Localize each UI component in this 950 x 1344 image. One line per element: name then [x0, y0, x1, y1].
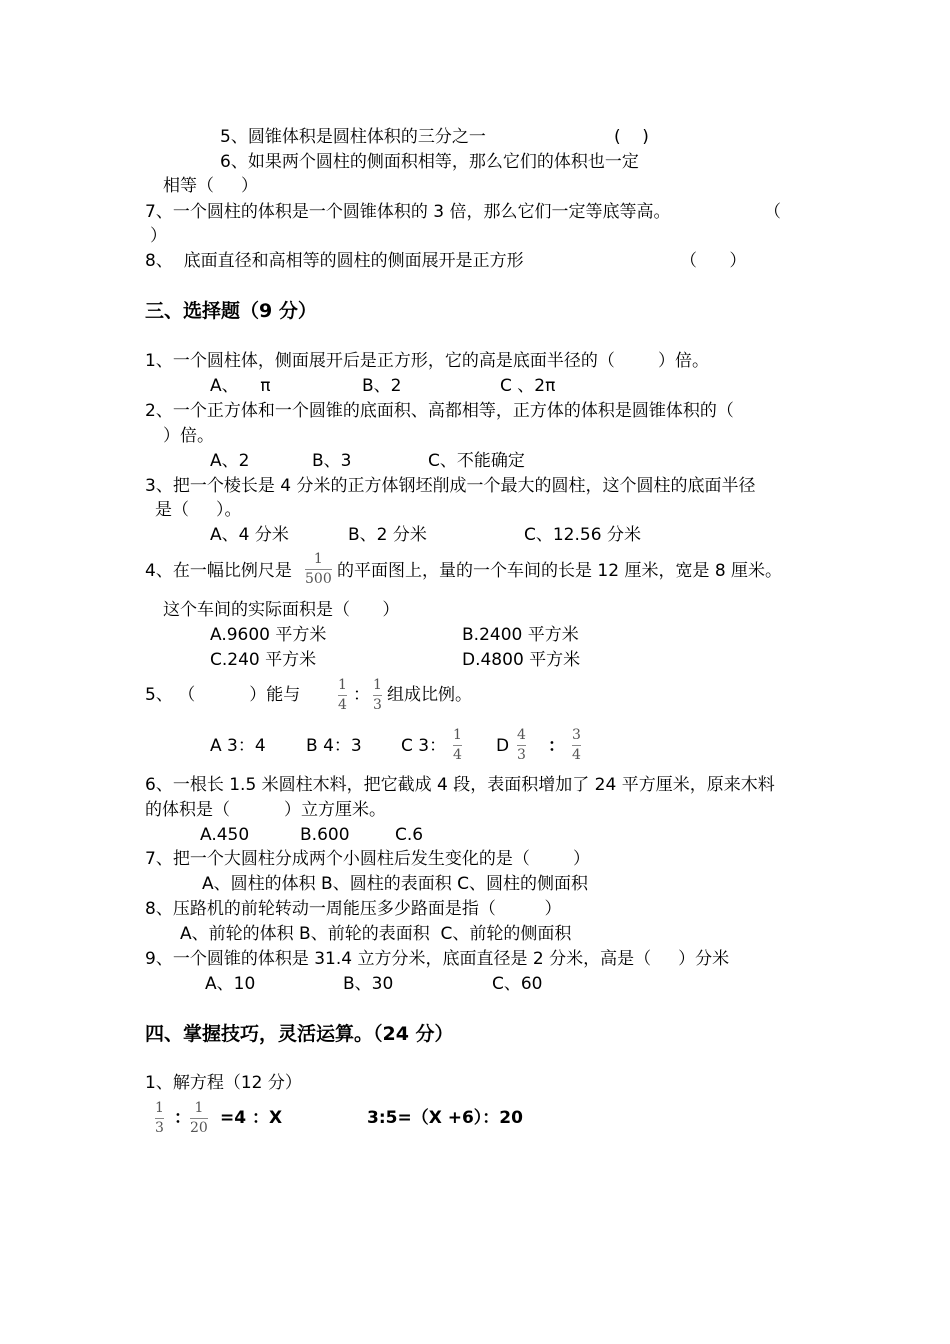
fraction-denominator: 3: [373, 697, 382, 713]
s3-q2-option-a: A、2: [210, 451, 250, 471]
judgement-q6-line1: 6、如果两个圆柱的侧面积相等，那么它们的体积也一定: [220, 152, 639, 172]
equation-2: 3:5=（X +6）：20: [367, 1108, 523, 1128]
s3-q1-option-c: C 、2π: [500, 376, 556, 396]
s3-q5-option-b: B 4：3: [306, 736, 362, 756]
q5-fraction-1: [338, 677, 347, 713]
scale-fraction: [305, 551, 332, 587]
fraction-bar: [155, 1118, 164, 1119]
judgement-q7-line2: ）: [150, 226, 167, 246]
s3-q8-options: A、前轮的体积 B、前轮的表面积 C、前轮的侧面积: [180, 924, 572, 944]
s3-q3-option-c: C、12.56 分米: [524, 525, 641, 545]
s3-q8: 8、压路机的前轮转动一周能压多少路面是指（ ）: [145, 899, 562, 919]
s3-q4-suffix: 的平面图上，量的一个车间的长是 12 厘米，宽是 8 厘米。: [337, 561, 783, 581]
fraction-denominator: 500: [305, 571, 332, 587]
s3-q5-option-c-prefix: C 3：: [401, 736, 447, 756]
s3-q2-line2: ）倍。: [163, 426, 214, 446]
fraction-numerator: 3: [572, 727, 581, 743]
fraction-denominator: 3: [155, 1120, 164, 1136]
s3-q4-line2: 这个车间的实际面积是（ ）: [163, 600, 400, 620]
s3-q6-option-a: A.450: [200, 825, 250, 845]
s3-q5-option-a: A 3：4: [210, 736, 266, 756]
s3-q5-option-d-prefix: D: [496, 736, 510, 756]
judgement-q7-line1: 7、一个圆柱的体积是一个圆锥体积的 3 倍，那么它们一定等底等高。: [145, 202, 671, 222]
fraction-denominator: 20: [190, 1120, 208, 1136]
fraction-bar: [517, 745, 526, 746]
judgement-q8-answer-paren: （ ）: [680, 251, 747, 271]
s3-q9-option-c: C、60: [492, 974, 543, 994]
s3-q2-option-c: C、不能确定: [428, 451, 525, 471]
fraction-denominator: 4: [453, 747, 462, 763]
fraction-numerator: 1: [194, 1100, 204, 1116]
fraction-bar: [338, 695, 347, 696]
fraction-numerator: 1: [373, 677, 382, 693]
fraction-bar: [190, 1118, 208, 1119]
fraction-bar: [373, 695, 382, 696]
s3-q5-suffix: 组成比例。: [387, 685, 472, 705]
s3-q6-line1: 6、一根长 1.5 米圆柱木料，把它截成 4 段，表面积增加了 24 平方厘米，原来木料: [145, 775, 775, 795]
s3-q6-line2: 的体积是（ ）立方厘米。: [145, 800, 387, 820]
fraction-bar: [305, 569, 332, 570]
s3-q1: 1、一个圆柱体，侧面展开后是正方形，它的高是底面半径的（ ）倍。: [145, 351, 710, 371]
s3-q9: 9、一个圆锥的体积是 31.4 立方分米，底面直径是 2 分米，高是（ ）分米: [145, 949, 730, 969]
s3-q9-option-b: B、30: [343, 974, 394, 994]
q5-option-d-fraction-1: [517, 727, 526, 763]
s3-q1-option-a: A、 π: [210, 376, 271, 396]
eq1-fraction-1: [155, 1100, 164, 1136]
s3-q6-option-b: B.600: [300, 825, 350, 845]
q5-option-d-fraction-2: [572, 727, 581, 763]
section4-title: 四、掌握技巧，灵活运算。（24 分）: [145, 1023, 454, 1045]
fraction-numerator: 4: [517, 727, 526, 743]
section3-title: 三、选择题（9 分）: [145, 300, 317, 322]
q5-option-c-fraction: [453, 727, 462, 763]
s3-q7: 7、把一个大圆柱分成两个小圆柱后发生变化的是（ ）: [145, 849, 591, 869]
s3-q6-option-c: C.6: [395, 825, 424, 845]
s3-q1-option-b: B、2: [362, 376, 402, 396]
s3-q2-line1: 2、一个正方体和一个圆锥的底面积、高都相等，正方体的体积是圆锥体积的（: [145, 401, 734, 421]
judgement-q5: 5、圆锥体积是圆柱体积的三分之一: [220, 127, 486, 147]
s3-q5-colon: ：: [353, 685, 370, 705]
fraction-numerator: 1: [453, 727, 462, 743]
s3-q4-option-c: C.240 平方米: [210, 650, 317, 670]
s4-q1-title: 1、解方程（12 分）: [145, 1073, 302, 1093]
fraction-numerator: 1: [338, 677, 347, 693]
equation-1-rest: =4 ：X: [220, 1108, 283, 1128]
s3-q4-option-b: B.2400 平方米: [462, 625, 579, 645]
s3-q3-line1: 3、把一个棱长是 4 分米的正方体钢坯削成一个最大的圆柱，这个圆柱的底面半径: [145, 476, 756, 496]
q5-fraction-2: [373, 677, 382, 713]
s3-q5-option-d-colon: ：: [548, 736, 565, 756]
fraction-numerator: 1: [313, 551, 323, 567]
eq1-fraction-2: [190, 1100, 208, 1136]
fraction-denominator: 3: [517, 747, 526, 763]
s3-q4-prefix: 4、在一幅比例尺是: [145, 561, 292, 581]
judgement-q8: 8、 底面直径和高相等的圆柱的侧面展开是正方形: [145, 251, 524, 271]
fraction-numerator: 1: [155, 1100, 164, 1116]
fraction-denominator: 4: [572, 747, 581, 763]
judgement-q6-line2: 相等（ ）: [163, 176, 259, 196]
judgement-q5-answer-paren: ( ): [614, 127, 649, 147]
s3-q5-prefix: 5、 （ ）能与: [145, 685, 301, 705]
s3-q3-option-b: B、2 分米: [348, 525, 427, 545]
fraction-bar: [572, 745, 581, 746]
s3-q4-option-d: D.4800 平方米: [462, 650, 581, 670]
s3-q3-line2: 是（ ）。: [155, 500, 242, 520]
s3-q3-option-a: A、4 分米: [210, 525, 289, 545]
fraction-denominator: 4: [338, 697, 347, 713]
eq1-colon: ：: [174, 1108, 191, 1128]
s3-q9-option-a: A、10: [205, 974, 256, 994]
s3-q4-option-a: A.9600 平方米: [210, 625, 327, 645]
s3-q2-option-b: B、3: [312, 451, 352, 471]
judgement-q7-paren-open: （: [764, 202, 781, 222]
fraction-bar: [453, 745, 462, 746]
s3-q7-options: A、圆柱的体积 B、圆柱的表面积 C、圆柱的侧面积: [202, 874, 588, 894]
